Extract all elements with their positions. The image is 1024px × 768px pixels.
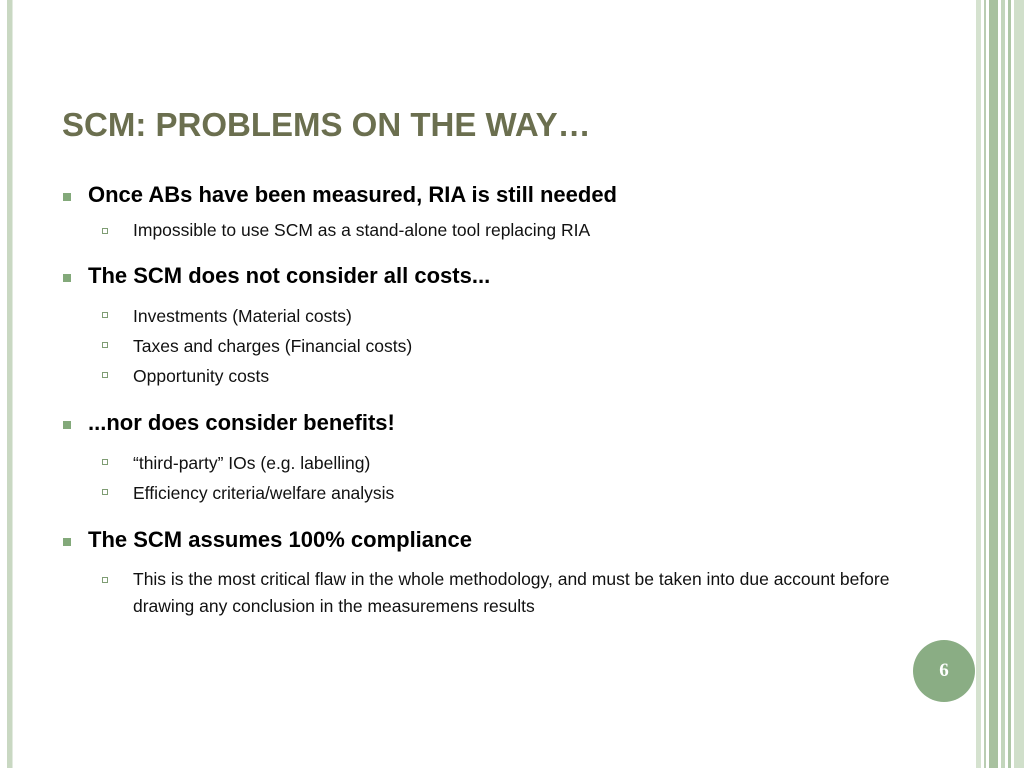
square-bullet-icon <box>63 193 71 201</box>
sub-bullet-text: Opportunity costs <box>133 366 270 386</box>
bullet-item <box>62 178 912 212</box>
left-border-line <box>12 0 13 768</box>
sub-bullet-text: Efficiency criteria/welfare analysis <box>133 483 395 503</box>
hollow-square-bullet-icon <box>102 312 108 318</box>
bullet-item <box>62 259 912 293</box>
hollow-square-bullet-icon <box>102 372 108 378</box>
square-bullet-icon <box>63 274 71 282</box>
slide-title: SCM: PROBLEMS ON THE WAY… <box>62 106 591 143</box>
hollow-square-bullet-icon <box>102 489 108 495</box>
bullet-text: ...nor does consider benefits! <box>88 410 395 435</box>
bullet-item <box>62 523 912 557</box>
hollow-square-bullet-icon <box>102 342 108 348</box>
sub-bullet-text: This is the most critical flaw in the whole methodology, and must be taken into due account before drawing any conclusion in the measuremens results <box>133 569 890 616</box>
sub-bullet-item <box>62 566 933 620</box>
bullet-text: Once ABs have been measured, RIA is still needed <box>88 182 617 207</box>
hollow-square-bullet-icon <box>102 577 108 583</box>
sub-bullet-text: Investments (Material costs) <box>133 306 352 326</box>
sub-bullet-item <box>62 361 912 391</box>
sub-bullet-text: Taxes and charges (Financial costs) <box>133 336 413 356</box>
bullet-text: The SCM does not consider all costs... <box>88 263 491 288</box>
hollow-square-bullet-icon <box>102 228 108 234</box>
sub-bullet-item <box>62 301 912 331</box>
hollow-square-bullet-icon <box>102 459 108 465</box>
sub-bullet-text: Impossible to use SCM as a stand-alone tool replacing RIA <box>133 220 591 240</box>
sub-bullet-item <box>62 217 912 244</box>
bullet-text: The SCM assumes 100% compliance <box>88 527 472 552</box>
sub-bullet-item <box>62 448 912 478</box>
sub-bullet-text: “third-party” IOs (e.g. labelling) <box>133 453 371 473</box>
page-number-badge: 6 <box>913 640 975 702</box>
bullet-item <box>62 406 912 440</box>
bullet-list <box>62 178 912 620</box>
sub-bullet-item <box>62 478 912 508</box>
square-bullet-icon <box>63 538 71 546</box>
right-border-decoration <box>976 0 1024 768</box>
sub-bullet-item <box>62 331 912 361</box>
square-bullet-icon <box>63 421 71 429</box>
